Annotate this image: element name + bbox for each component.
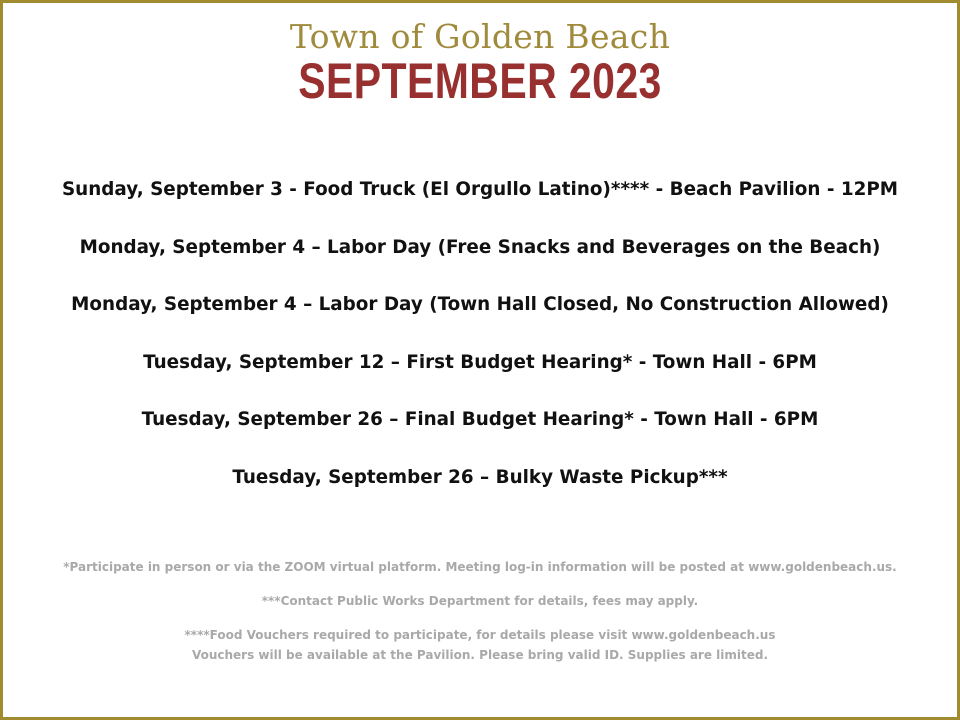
event-item: Sunday, September 3 - Food Truck (El Orgullo Latino)**** - Beach Pavilion - 12PM — [61, 178, 899, 200]
footnotes — [3, 557, 957, 665]
event-item: Tuesday, September 26 – Bulky Waste Pickup*** — [232, 465, 728, 488]
header — [3, 17, 957, 109]
footnote-vouchers: ****Food Vouchers required to participate, for details please visit www.goldenbeach.us — [184, 628, 776, 642]
event-item: Monday, September 4 – Labor Day (Town Hall Closed, No Construction Allowed) — [71, 293, 889, 315]
event-item: Tuesday, September 12 – First Budget Hearing* - Town Hall - 6PM — [143, 350, 817, 373]
footnote-public-works: ***Contact Public Works Department for details, fees may apply. — [261, 594, 699, 608]
footnote-vouchers-details: Vouchers will be available at the Pavilion. Please bring valid ID. Supplies are limited. — [191, 648, 769, 662]
footnote-zoom: *Participate in person or via the ZOOM virtual platform. Meeting log-in information will be posted at www.goldenbeach.us. — [63, 560, 897, 574]
month-title: SEPTEMBER 2023 — [298, 53, 662, 109]
event-list — [3, 173, 957, 518]
event-item: Tuesday, September 26 – Final Budget Hearing* - Town Hall - 6PM — [141, 408, 819, 430]
event-item: Monday, September 4 – Labor Day (Free Snacks and Beverages on the Beach) — [79, 235, 881, 258]
town-title: Town of Golden Beach — [289, 17, 671, 56]
